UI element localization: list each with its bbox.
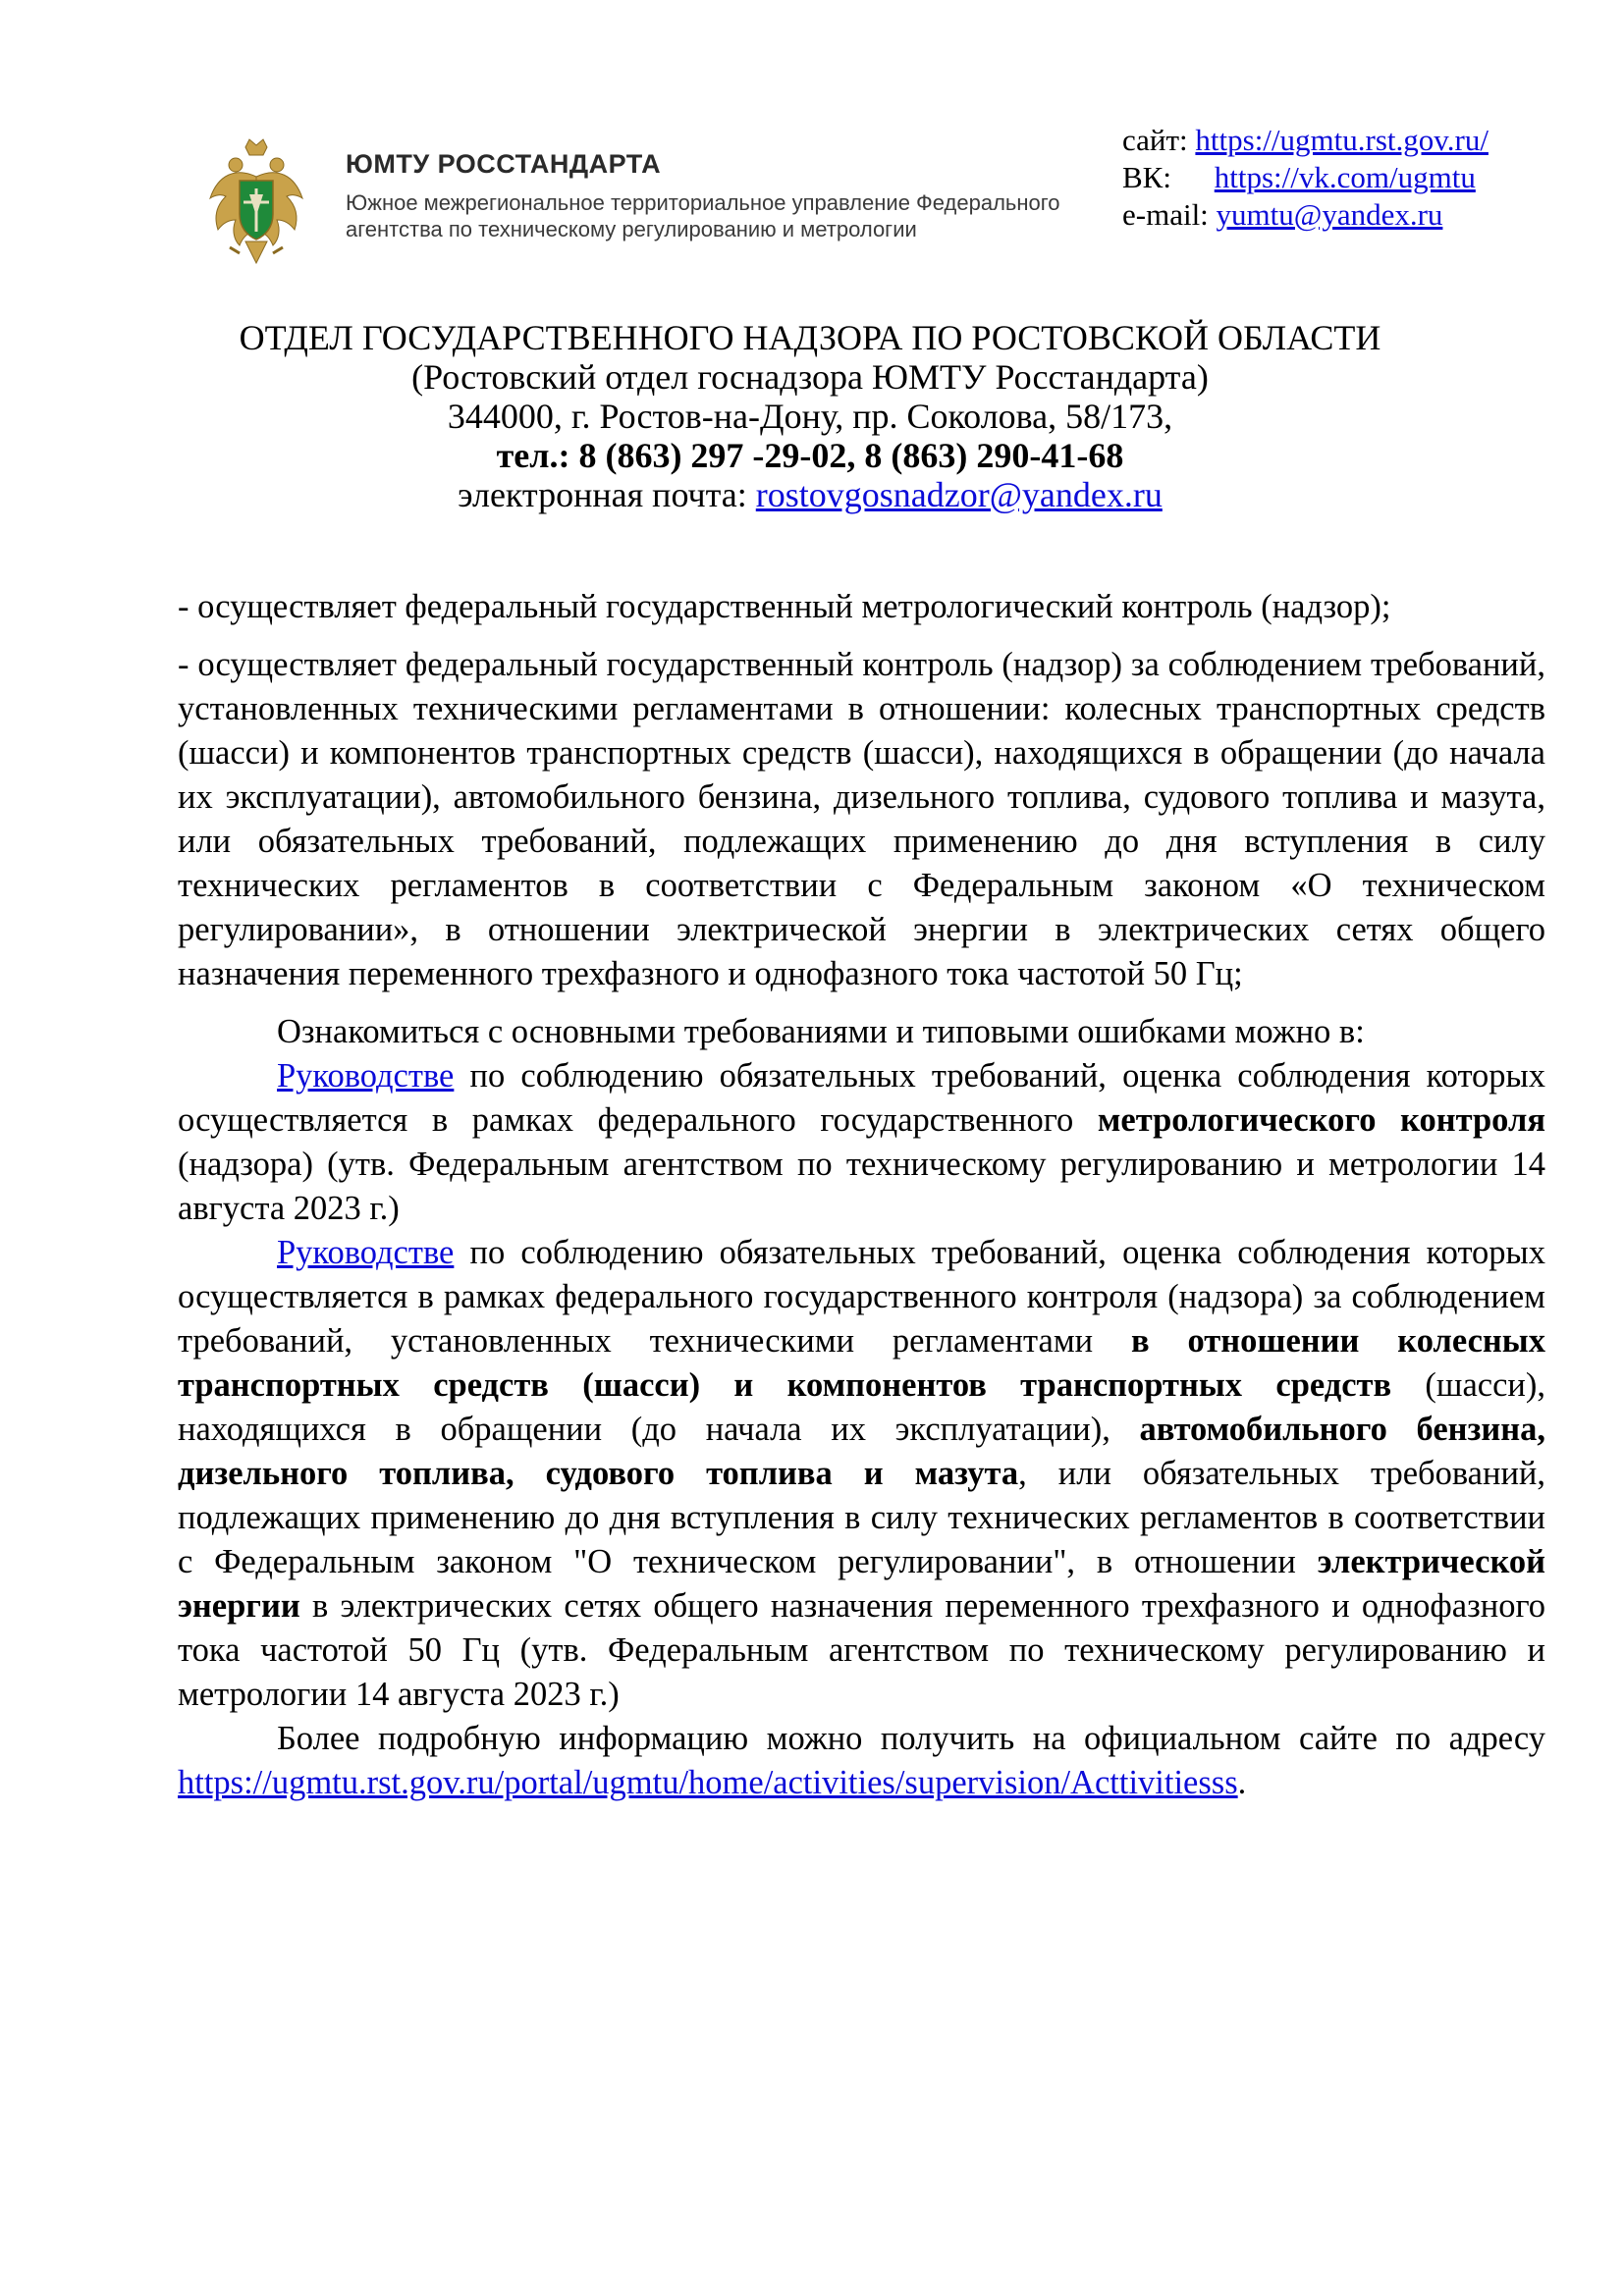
- organization-description: [346, 189, 1060, 242]
- more-info-period: .: [1237, 1764, 1247, 1801]
- email-link[interactable]: yumtu@yandex.ru: [1216, 197, 1443, 232]
- department-block: [147, 318, 1473, 514]
- bullet-metrological-control: - осуществляет федеральный государственный метрологический контроль (надзор);: [178, 588, 1391, 625]
- guide-text: по соблюдению обязательных требований, оценка соблюдения которых осуществляется в рамках федерального государственного: [178, 1057, 1545, 1139]
- department-email-label: электронная почта:: [458, 475, 747, 514]
- department-address: 344000, г. Ростов-на-Дону, пр. Соколова, 58/173,: [447, 397, 1173, 436]
- organization-description-line: Южное межрегиональное территориальное управление Федерального: [346, 190, 1060, 215]
- vk-label: ВК:: [1122, 160, 1171, 194]
- bullet-technical-control: - осуществляет федеральный государственный контроль (надзор) за соблюдением требований, установленных техническими регламентами в отношении: колесных транспортных средств (шасси) и компонентов транспортных средств (шасси), находящихся в обращении (до начала их эксплуатации), автомобильного бензина, дизельного топлива, судового топлива и мазута, или обязательных требований, подлежащих применению до дня вступления в силу технических регламентов в соответствии с Федеральным законом «О техническом регулировании», в отношении электрической энергии в электрических сетях общего назначения переменного трехфазного и однофазного тока частотой 50 Гц;: [178, 646, 1545, 992]
- guide-text: по соблюдению обязательных требований, оценка соблюдения которых осуществляется в рамках федерального государственного контроля (надзора) за соблюдением требований, установленных техническими регламентами: [178, 1234, 1545, 1360]
- organization-block: [346, 149, 1060, 242]
- document-body: [178, 585, 1545, 1805]
- site-link[interactable]: https://ugmtu.rst.gov.ru/: [1195, 123, 1489, 157]
- department-email-link[interactable]: rostovgosnadzor@yandex.ru: [755, 475, 1163, 514]
- site-row: [1122, 122, 1489, 159]
- guide-bold-text: в отношении колесных транспортных средств (шасси) и компонентов транспортных средств: [178, 1322, 1545, 1404]
- organization-name: ЮМТУ РОССТАНДАРТА: [346, 149, 662, 179]
- guide-text: (надзора) (утв. Федеральным агентством по техническому регулированию и метрологии 14 августа 2023 г.): [178, 1146, 1545, 1227]
- guide-bold-text: автомобильного бензина, дизельного топлива, судового топлива и мазута: [178, 1411, 1546, 1492]
- guide-technical-link[interactable]: Руководстве: [277, 1234, 455, 1271]
- more-info-text: Более подробную информацию можно получить на официальном сайте по адресу: [277, 1720, 1545, 1757]
- department-phones: тел.: 8 (863) 297 -29-02, 8 (863) 290-41-68: [496, 436, 1124, 475]
- guide-text: , или обязательных требований, подлежащих применению до дня вступления в силу технических регламентов в соответствии с Федеральным законом "О техническом регулировании", в отношении: [178, 1455, 1545, 1580]
- vk-link[interactable]: https://vk.com/ugmtu: [1214, 160, 1476, 194]
- vk-row: [1122, 159, 1489, 196]
- email-row: [1122, 196, 1489, 234]
- contacts-block: [1122, 122, 1489, 234]
- guide-technical: [178, 1231, 1545, 1717]
- organization-description-line: агентства по техническому регулированию и метрологии: [346, 217, 917, 241]
- guides-intro: Ознакомиться с основными требованиями и типовыми ошибками можно в:: [277, 1013, 1365, 1050]
- email-label: e-mail:: [1122, 197, 1209, 232]
- guide-text: в электрических сетях общего назначения переменного трехфазного и однофазного тока частотой 50 Гц (утв. Федеральным агентством по техническому регулированию и метрологии 14 августа 2023 г.): [178, 1587, 1545, 1713]
- department-title: ОТДЕЛ ГОСУДАРСТВЕННОГО НАДЗОРА ПО РОСТОВСКОЙ ОБЛАСТИ: [239, 318, 1381, 357]
- guide-metrological: [178, 1054, 1545, 1231]
- department-subtitle: (Ростовский отдел госнадзора ЮМТУ Росстандарта): [411, 357, 1209, 397]
- site-label: сайт:: [1122, 123, 1188, 157]
- more-info: [178, 1717, 1545, 1805]
- guide-bold-text: электрической энергии: [178, 1543, 1545, 1625]
- activities-link[interactable]: https://ugmtu.rst.gov.ru/portal/ugmtu/home/activities/supervision/Acttivitiesss: [178, 1764, 1238, 1801]
- coat-of-arms-logo: [206, 137, 306, 271]
- guide-text: (шасси), находящихся в обращении (до начала их эксплуатации),: [178, 1366, 1545, 1448]
- guide-metrological-link[interactable]: Руководстве: [277, 1057, 455, 1095]
- guide-bold-text: метрологического контроля: [1097, 1101, 1545, 1139]
- department-email-row: [147, 475, 1473, 514]
